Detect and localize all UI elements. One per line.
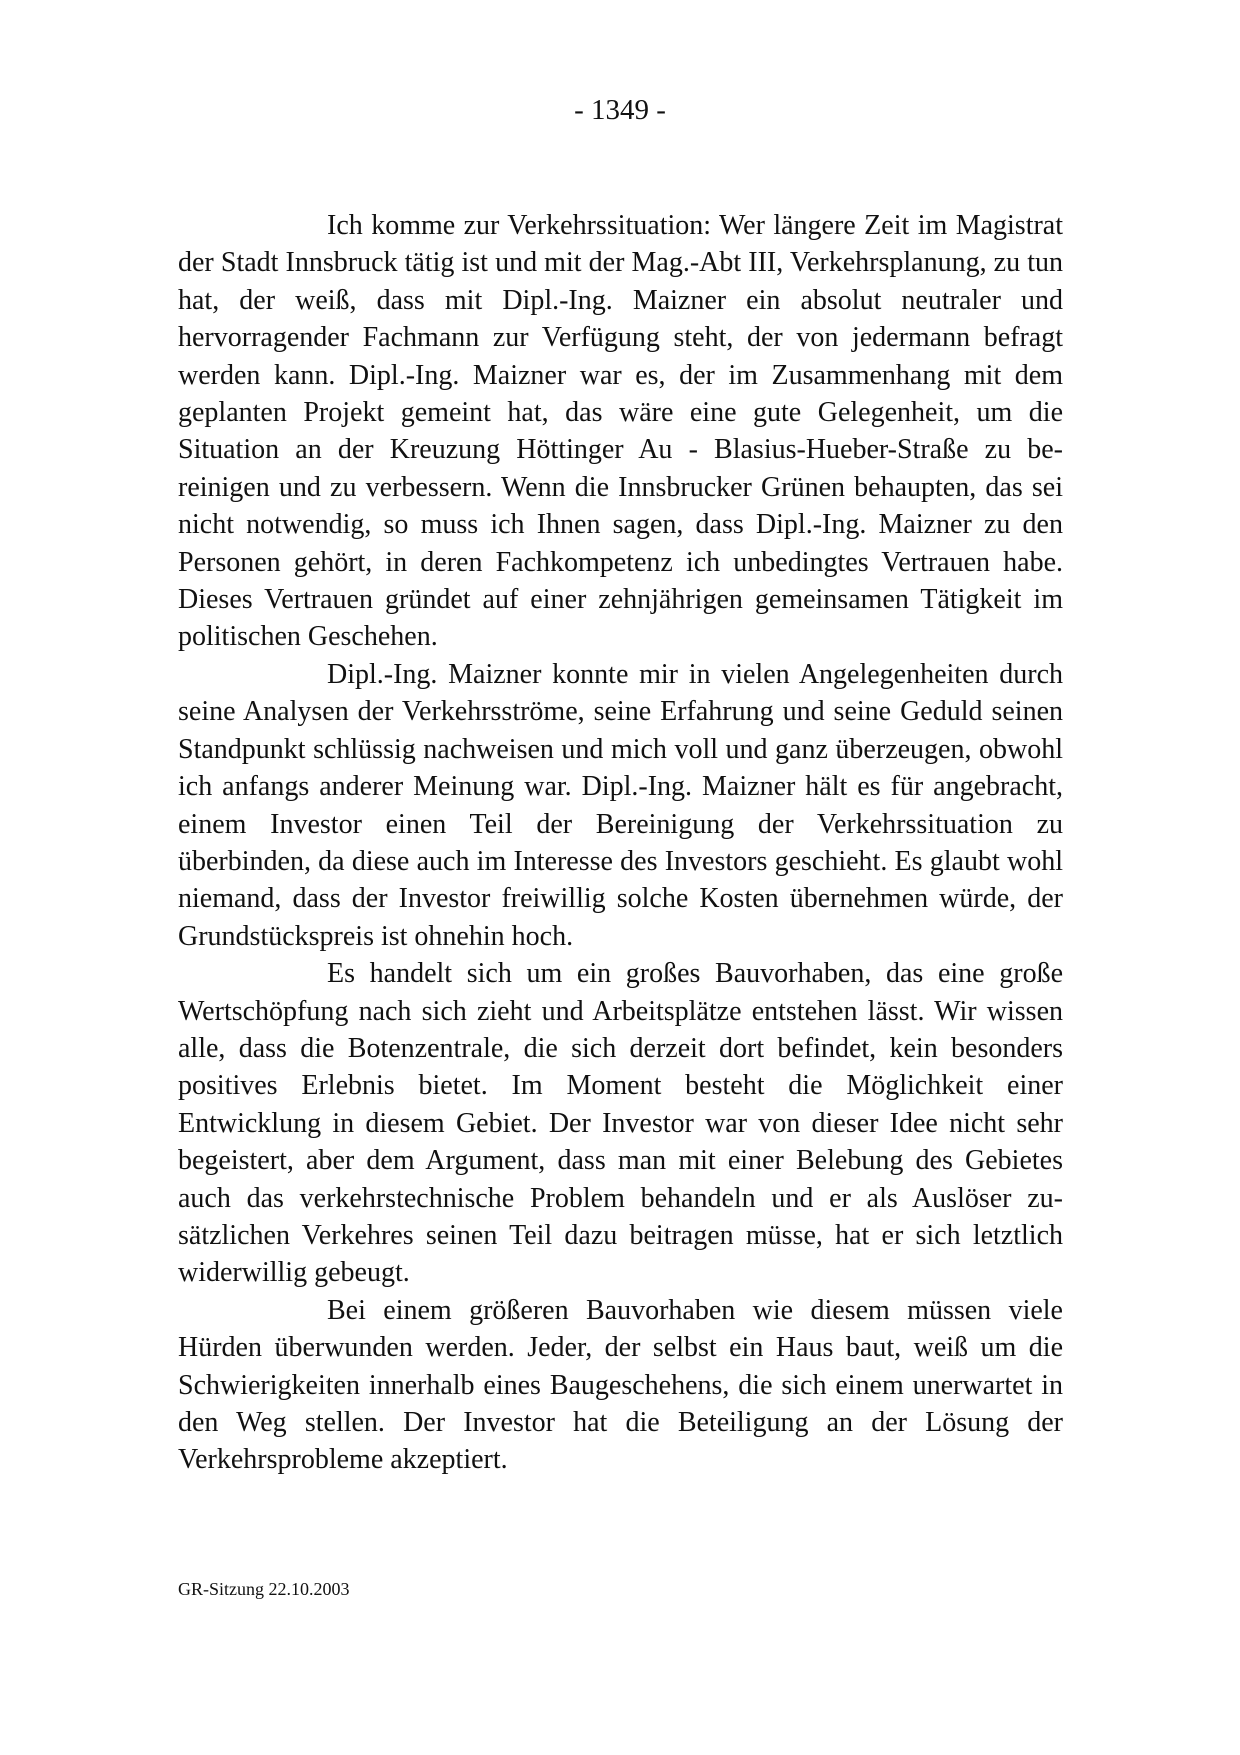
- footer-session-date: GR-Sitzung 22.10.2003: [178, 1579, 350, 1599]
- paragraph-maizner-analysis: Dipl.-Ing. Maizner konnte mir in vielen Angelegenheiten durch seine Analysen der Verkehrsströme, seine Erfahrung und seine Geduld seinen Standpunkt schlüssig nachweisen und mich voll und ganz überzeugen, obwohl ich anfangs anderer Meinung war. Dipl.-Ing. Maizner hält es für angebracht, einem Investor einen Teil der Bereinigung der Verkehrssituation zu überbinden, da diese auch im Interesse des Investors geschieht. Es glaubt wohl niemand, dass der Investor freiwillig solche Kosten übernehmen würde, der Grundstückspreis ist ohnehin hoch.: [178, 658, 1063, 952]
- document-body: [178, 207, 1063, 1479]
- paragraph-hurdles: Bei einem größeren Bauvorhaben wie diesem müssen viele Hürden überwunden werden. Jeder, der selbst ein Haus baut, weiß um die Schwierigkeiten innerhalb eines Baugeschehens, die sich einem unerwartet in den Weg stellen. Der Investor hat die Beteiligung an der Lösung der Verkehrsprobleme akzeptiert.: [178, 1294, 1063, 1476]
- paragraph-construction-project: Es handelt sich um ein großes Bauvorhaben, das eine große Wertschöpfung nach sich zieht und Arbeitsplätze entstehen lässt. Wir wissen alle, dass die Botenzentrale, die sich derzeit dort befindet, kein besonders positives Erlebnis bietet. Im Moment besteht die Möglichkeit einer Entwicklung in diesem Gebiet. Der Investor war von dieser Idee nicht sehr begeistert, aber dem Argument, dass man mit einer Belebung des Gebietes auch das verkehrstechnische Problem behandeln und er als Auslöser zusätzlichen Verkehres seinen Teil dazu beitragen müsse, hat er sich letztlich widerwillig gebeugt.: [178, 958, 1063, 1289]
- paragraph-traffic-situation: Ich komme zur Verkehrssituation: Wer längere Zeit im Magistrat der Stadt Innsbruck tätig ist und mit der Mag.-Abt III, Verkehrsplanung, zu tun hat, der weiß, dass mit Dipl.-Ing. Maizner ein absolut neutraler und hervorragender Fachmann zur Verfügung steht, der von jedermann befragt werden kann. Dipl.-Ing. Maizner war es, der im Zusammenhang mit dem geplanten Projekt gemeint hat, das wäre eine gute Gelegenheit, um die Situation an der Kreuzung Höttinger Au - Blasius-Hueber-Straße zu bereinigen und zu verbessern. Wenn die Innsbrucker Grünen behaupten, das sei nicht notwendig, so muss ich Ihnen sagen, dass Dipl.-Ing. Maizner zu den Personen gehört, in deren Fachkompetenz ich unbedingtes Vertrauen habe. Dieses Vertrauen gründet auf einer zehnjährigen gemeinsamen Tätigkeit im politischen Geschehen.: [178, 210, 1063, 653]
- page-number: - 1349 -: [574, 94, 666, 126]
